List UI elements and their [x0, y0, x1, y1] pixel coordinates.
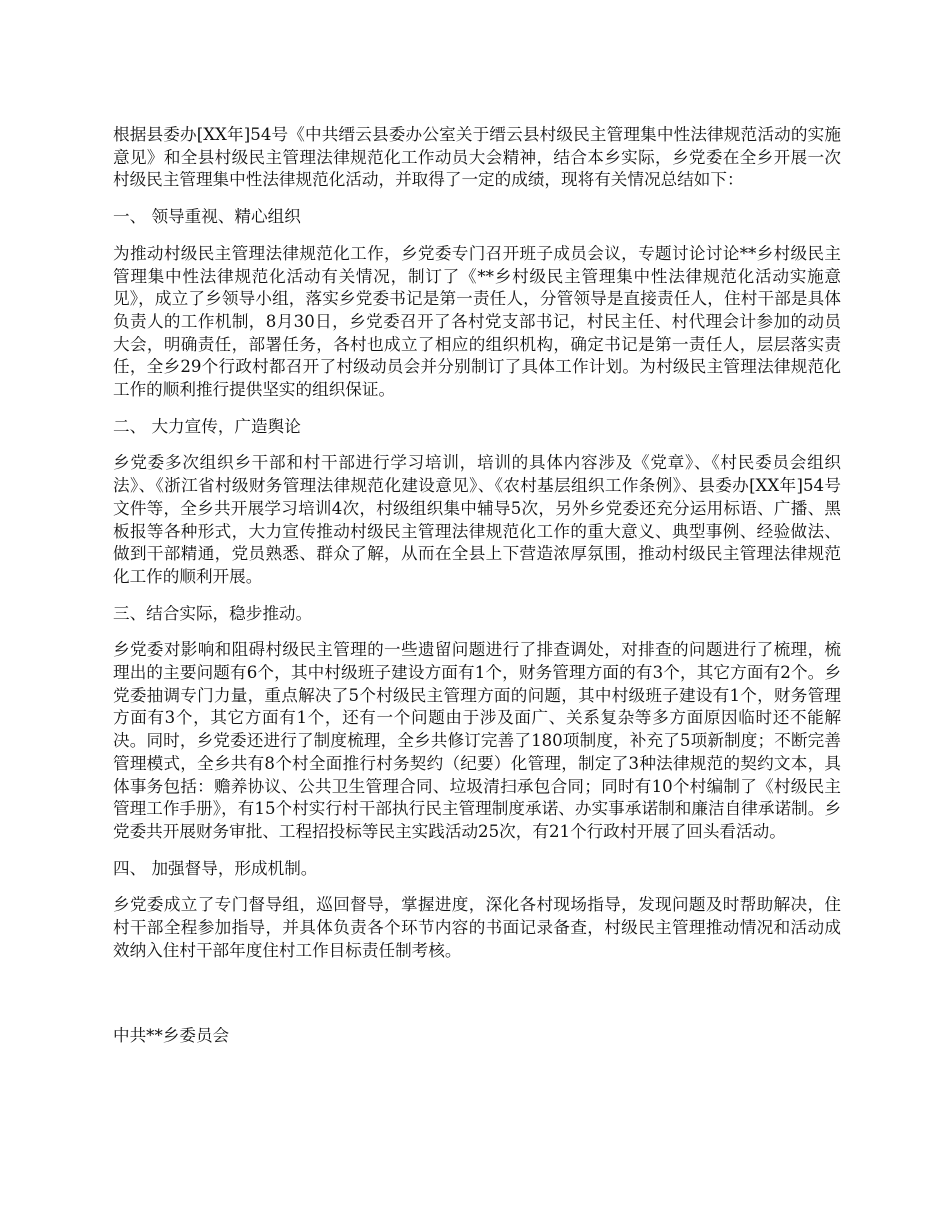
section-heading-1: 一、 领导重视、精心组织 [113, 207, 301, 227]
section-heading-3: 三、结合实际，稳步推动。 [113, 603, 313, 623]
section-body-4: 乡党委成立了专门督导组，巡回督导，掌握进度，深化各村现场指导，发现问题及时帮助解决，住村干部全程参加指导，并具体负责各个环节内容的书面记录备查，村级民主管理推动情况和活动成效纳入住村干部年度住村工作目标责任制考核。 [113, 895, 841, 960]
section-body-3: 乡党委对影响和阻碍村级民主管理的一些遗留问题进行了排查调处，对排查的问题进行了梳理，梳理出的主要问题有6个，其中村级班子建设方面有1个，财务管理方面的有3个，其它方面有2个。乡党委抽调专门力量，重点解决了5个村级民主管理方面的问题，其中村级班子建设有1个，财务管理方面有3个，其它方面有1个，还有一个问题由于涉及面广、关系复杂等多方面原因临时还不能解决。同时，乡党委还进行了制度梳理，全乡共修订完善了180项制度，补充了5项新制度；不断完善管理模式，全乡共有8个村全面推行村务契约（纪要）化管理，制定了3种法律规范的契约文本，具体事务包括：赡养协议、公共卫生管理合同、垃圾清扫承包合同；同时有10个村编制了《村级民主管理工作手册》，有15个村实行村干部执行民主管理制度承诺、办实事承诺制和廉洁自律承诺制。乡党委共开展财务审批、工程招投标等民主实践活动25次，有21个行政村开展了回头看活动。 [113, 640, 841, 841]
section-body-1: 为推动村级民主管理法律规范化工作，乡党委专门召开班子成员会议，专题讨论讨论**乡村级民主管理集中性法律规范化活动有关情况，制订了《**乡村级民主管理集中性法律规范化活动实施意见》，成立了乡领导小组，落实乡党委书记是第一责任人，分管领导是直接责任人，住村干部是具体负责人的工作机制，8月30日，乡党委召开了各村党支部书记，村民主任、村代理会计参加的动员大会，明确责任，部署任务，各村也成立了相应的组织机构，确定书记是第一责任人，层层落实责任，全乡29个行政村都召开了村级动员会并分别制订了具体工作计划。为村级民主管理法律规范化工作的顺利推行提供坚实的组织保证。 [113, 243, 841, 400]
signature: 中共**乡委员会 [113, 1025, 230, 1045]
section-heading-2: 二、 大力宣传，广造舆论 [113, 416, 301, 436]
intro-paragraph: 根据县委办[XX年]54号《中共缙云县委办公室关于缙云县村级民主管理集中性法律规范活动的实施意见》和全县村级民主管理法律规范化工作动员大会精神，结合本乡实际，乡党委在全乡开展一次村级民主管理集中性法律规范化活动，并取得了一定的成绩，现将有关情况总结如下： [113, 125, 841, 190]
section-heading-4: 四、 加强督导，形成机制。 [113, 858, 318, 878]
section-body-2: 乡党委多次组织乡干部和村干部进行学习培训，培训的具体内容涉及《党章》、《村民委员会组织法》、《浙江省村级财务管理法律规范化建设意见》、《农村基层组织工作条例》、县委办[XX年]54号文件等，全乡共开展学习培训4次，村级组织集中辅导5次，另外乡党委还充分运用标语、广播、黑板报等各种形式，大力宣传推动村级民主管理法律规范化工作的重大意义、典型事例、经验做法、做到干部精通，党员熟悉、群众了解，从而在全县上下营造浓厚氛围，推动村级民主管理法律规范化工作的顺利开展。 [113, 453, 841, 586]
document-page [113, 124, 841, 1047]
